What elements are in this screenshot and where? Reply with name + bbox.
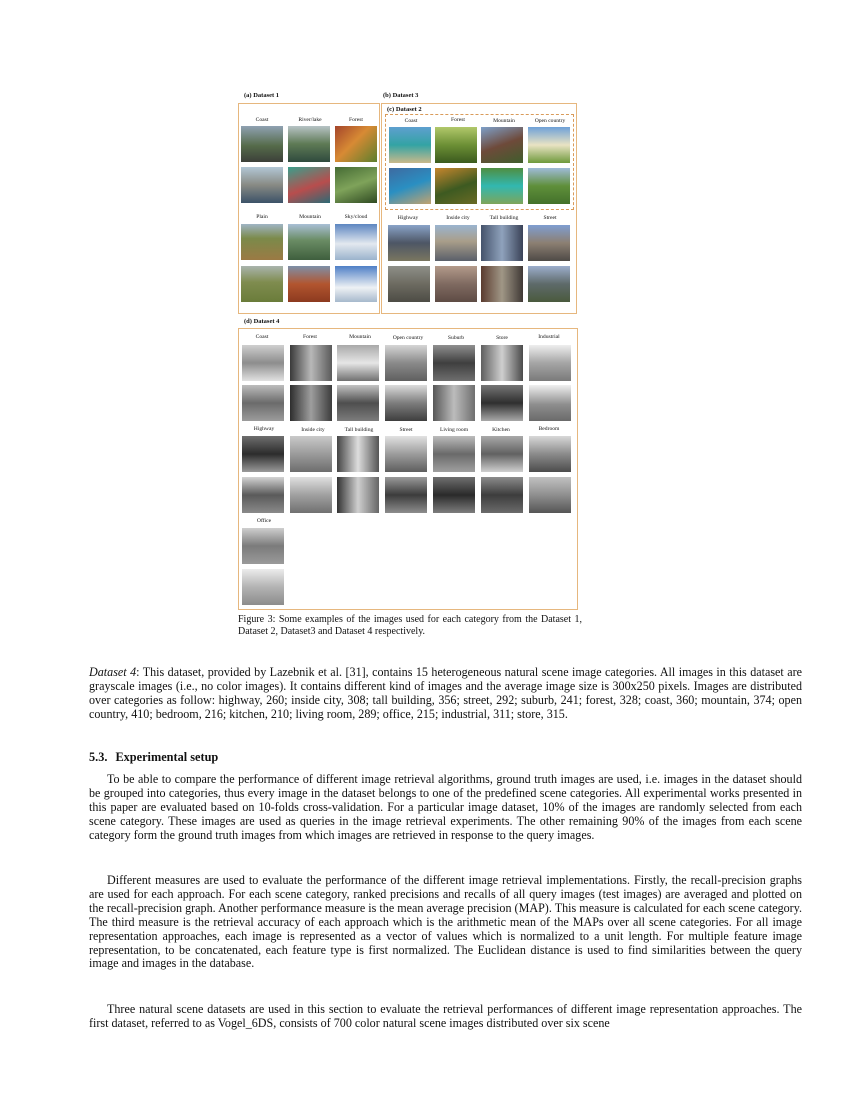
photo-thumbnail <box>240 223 284 261</box>
category-label: Inside city <box>301 427 325 433</box>
photo-thumbnail <box>434 167 478 205</box>
photo-thumbnail <box>289 435 333 473</box>
photo-thumbnail <box>432 435 476 473</box>
panel-c-label: (c) Dataset 2 <box>387 106 422 113</box>
dataset4-text: : This dataset, provided by Lazebnik et al. [31], contains 15 heterogeneous natural scene image categories. All images in this dataset are grayscale images (i.e., no color images). It contains different kind of images and the average image size is 300x250 pixels. Images are distributed over categories as follow: highway, 260; inside city, 308; tall building, 356; street, 292; suburb, 241; forest, 328; coast, 360; mountain, 374; open country, 410; bedroom, 216; kitchen, 210; living room, 289; office, 215; industrial, 311; store, 315. <box>89 665 802 721</box>
category-label: Bedroom <box>538 426 560 432</box>
photo-thumbnail <box>480 224 524 262</box>
photo-thumbnail <box>241 527 285 565</box>
category-label: Store <box>496 335 508 341</box>
dataset4-term: Dataset 4 <box>89 665 137 679</box>
category-label: Office <box>256 518 272 524</box>
photo-thumbnail <box>334 166 378 204</box>
category-label: Street <box>543 215 557 221</box>
photo-thumbnail <box>480 344 524 382</box>
category-label: Highway <box>253 426 275 432</box>
figure-caption: Figure 3: Some examples of the images used for each category from the Dataset 1, Dataset 2, Dataset3 and Dataset 4 respectively. <box>238 614 582 637</box>
category-label: Plain <box>256 214 268 220</box>
photo-thumbnail <box>388 167 432 205</box>
category-label: Forest <box>349 117 363 123</box>
paragraph: Three natural scene datasets are used in this section to evaluate the retrieval performances of different image representation approaches. The first dataset, referred to as Vogel_6DS, consists of 700 color natural scene images distributed over six scene <box>89 1002 802 1030</box>
photo-thumbnail <box>528 384 572 422</box>
photo-thumbnail <box>432 344 476 382</box>
section-heading <box>89 750 226 765</box>
photo-thumbnail <box>336 435 380 473</box>
photo-thumbnail <box>480 126 524 164</box>
category-label: Street <box>399 427 413 433</box>
photo-thumbnail <box>384 435 428 473</box>
photo-thumbnail <box>480 435 524 473</box>
photo-thumbnail <box>527 224 571 262</box>
photo-thumbnail <box>480 476 524 514</box>
paragraph: To be able to compare the performance of different image retrieval algorithms, ground truth images are used, i.e. images in the dataset should be grouped into categories, thus every image in the dataset belongs to one of the predefined scene categories. All experimental works presented in this paper are evaluated based on 10-folds cross-validation. For a particular image dataset, 10% of the images are randomly selected from each scene category. These images are used as queries in the image retrieval experiments. The other remaining 90% of the images from each scene category form the ground truth images from which images are retrieved in response to the query images. <box>89 772 802 842</box>
photo-thumbnail <box>434 126 478 164</box>
photo-thumbnail <box>289 476 333 514</box>
photo-thumbnail <box>289 384 333 422</box>
photo-thumbnail <box>528 476 572 514</box>
panel-a-label: (a) Dataset 1 <box>244 92 280 99</box>
category-label: Kitchen <box>492 427 510 433</box>
photo-thumbnail <box>432 476 476 514</box>
photo-thumbnail <box>336 384 380 422</box>
section-title: Experimental setup <box>115 750 219 764</box>
photo-thumbnail <box>240 166 284 204</box>
category-label: Tall building <box>344 427 374 433</box>
photo-thumbnail <box>480 265 524 303</box>
photo-thumbnail <box>528 435 572 473</box>
category-label: Living room <box>439 427 469 433</box>
photo-thumbnail <box>334 125 378 163</box>
photo-thumbnail <box>527 167 571 205</box>
photo-thumbnail <box>434 265 478 303</box>
category-label: Coast <box>255 334 269 340</box>
category-label: Sky/cloud <box>344 214 368 220</box>
photo-thumbnail <box>289 344 333 382</box>
photo-thumbnail <box>241 384 285 422</box>
photo-thumbnail <box>387 224 431 262</box>
photo-thumbnail <box>527 126 571 164</box>
category-label: Industrial <box>538 334 560 340</box>
panel-d-label: (d) Dataset 4 <box>244 318 280 325</box>
category-label: Mountain <box>349 334 371 340</box>
paragraph-dataset4 <box>89 666 802 722</box>
category-label: Forest <box>451 117 465 123</box>
category-label: Inside city <box>446 215 470 221</box>
category-label: Coast <box>404 118 418 124</box>
category-label: Coast <box>255 117 269 123</box>
section-number: 5.3. <box>89 750 108 764</box>
photo-thumbnail <box>287 223 331 261</box>
photo-thumbnail <box>241 435 285 473</box>
photo-thumbnail <box>287 125 331 163</box>
photo-thumbnail <box>434 224 478 262</box>
photo-thumbnail <box>240 125 284 163</box>
paragraph: Different measures are used to evaluate the performance of the different image retrieval implementations. Firstly, the recall-precision graphs are used for each approach. For each scene category, ranked precisions and recalls of all query images (test images) are averaged and plotted on the recall-precision graph. Another performance measure is the mean average precision (MAP). This measure is calculated for each scene category. The third measure is the retrieval accuracy of each approach which is the arithmetic mean of the MAPs over all scene categories. For all image representation approaches, each image is represented as a vector of values which is normalized to a unit length. For multiple feature image representation, to be concatenated, each feature type is first normalized. The Euclidean distance is used to find similarities between the query image and images in the database. <box>89 873 802 971</box>
photo-thumbnail <box>480 167 524 205</box>
photo-thumbnail <box>388 126 432 164</box>
photo-thumbnail <box>240 265 284 303</box>
photo-thumbnail <box>241 344 285 382</box>
photo-thumbnail <box>480 384 524 422</box>
photo-thumbnail <box>528 344 572 382</box>
photo-thumbnail <box>287 265 331 303</box>
photo-thumbnail <box>336 476 380 514</box>
category-label: Suburb <box>447 335 465 341</box>
photo-thumbnail <box>384 476 428 514</box>
photo-thumbnail <box>241 476 285 514</box>
category-label: Forest <box>303 334 317 340</box>
photo-thumbnail <box>384 384 428 422</box>
photo-thumbnail <box>334 265 378 303</box>
category-label: Mountain <box>493 118 515 124</box>
category-label: Open country <box>392 335 424 341</box>
photo-thumbnail <box>527 265 571 303</box>
photo-thumbnail <box>432 384 476 422</box>
photo-thumbnail <box>384 344 428 382</box>
category-label: Mountain <box>299 214 321 220</box>
panel-b-label: (b) Dataset 3 <box>383 92 419 99</box>
category-label: Open country <box>534 118 566 124</box>
photo-thumbnail <box>287 166 331 204</box>
category-label: Highway <box>397 215 419 221</box>
photo-thumbnail <box>334 223 378 261</box>
category-label: River/lake <box>298 117 322 123</box>
photo-thumbnail <box>387 265 431 303</box>
category-label: Tall building <box>489 215 519 221</box>
photo-thumbnail <box>241 568 285 606</box>
photo-thumbnail <box>336 344 380 382</box>
